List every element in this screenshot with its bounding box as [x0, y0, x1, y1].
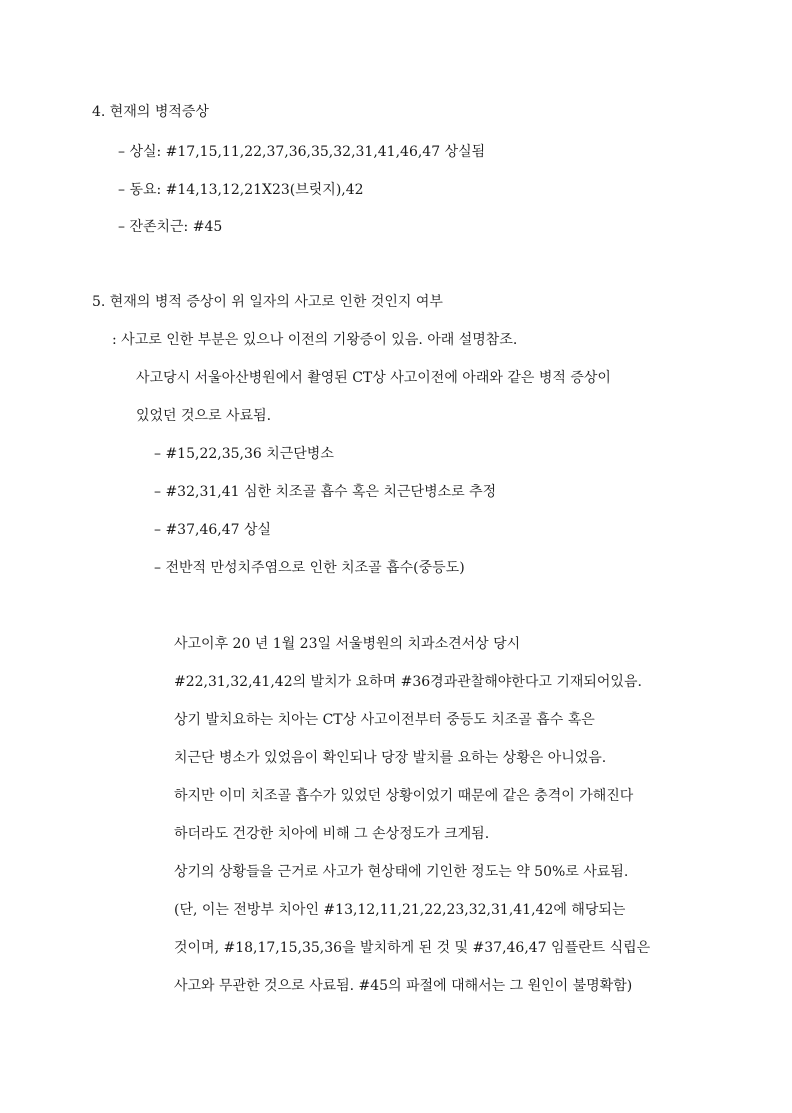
section-5-heading: 5. 현재의 병적 증상이 위 일자의 사고로 인한 것인지 여부	[92, 294, 443, 310]
symptom-loss: – 상실: #17,15,11,22,37,36,35,32,31,41,46,47 상실됨	[118, 144, 486, 160]
paragraph-line: (단, 이는 전방부 치아인 #13,12,11,21,22,23,32,31,41,42에 해당되는	[174, 902, 626, 918]
paragraph-line: #22,31,32,41,42의 발치가 요하며 #36경과관찰해야한다고 기재되어있음.	[174, 674, 642, 690]
finding-item: – #37,46,47 상실	[154, 522, 272, 538]
paragraph-line: 사고와 무관한 것으로 사료됨. #45의 파절에 대해서는 그 원인이 불명확함)	[174, 978, 633, 994]
finding-item: – #15,22,35,36 치근단병소	[154, 446, 334, 462]
intro-line: 사고당시 서울아산병원에서 촬영된 CT상 사고이전에 아래와 같은 병적 증상이	[136, 370, 611, 386]
intro-line: 있었던 것으로 사료됨.	[136, 408, 272, 424]
paragraph-line: 치근단 병소가 있었음이 확인되나 당장 발치를 요하는 상황은 아니었음.	[174, 750, 607, 766]
paragraph-line: 하지만 이미 치조골 흡수가 있었던 상황이었기 때문에 같은 충격이 가해진다	[174, 788, 634, 804]
paragraph-line: 것이며, #18,17,15,35,36을 발치하게 된 것 및 #37,46,47 임플란트 식립은	[174, 940, 651, 956]
paragraph-line: 하더라도 건강한 치아에 비해 그 손상정도가 크게됨.	[174, 826, 490, 842]
section-4-heading: 4. 현재의 병적증상	[92, 104, 209, 120]
paragraph-line: 상기의 상황들을 근거로 사고가 현상태에 기인한 정도는 약 50%로 사료됨.	[174, 864, 629, 880]
paragraph-line: 상기 발치요하는 치아는 CT상 사고이전부터 중등도 치조골 흡수 혹은	[174, 712, 595, 728]
symptom-residual-root: – 잔존치근: #45	[118, 219, 223, 235]
finding-item: – 전반적 만성치주염으로 인한 치조골 흡수(중등도)	[154, 560, 465, 576]
finding-item: – #32,31,41 심한 치조골 흡수 혹은 치근단병소로 추정	[154, 484, 497, 500]
section-5-answer: : 사고로 인한 부분은 있으나 이전의 기왕증이 있음. 아래 설명참조.	[112, 332, 518, 348]
symptom-mobility: – 동요: #14,13,12,21X23(브릿지),42	[118, 182, 364, 198]
paragraph-line: 사고이후 20 년 1월 23일 서울병원의 치과소견서상 당시	[174, 636, 521, 652]
